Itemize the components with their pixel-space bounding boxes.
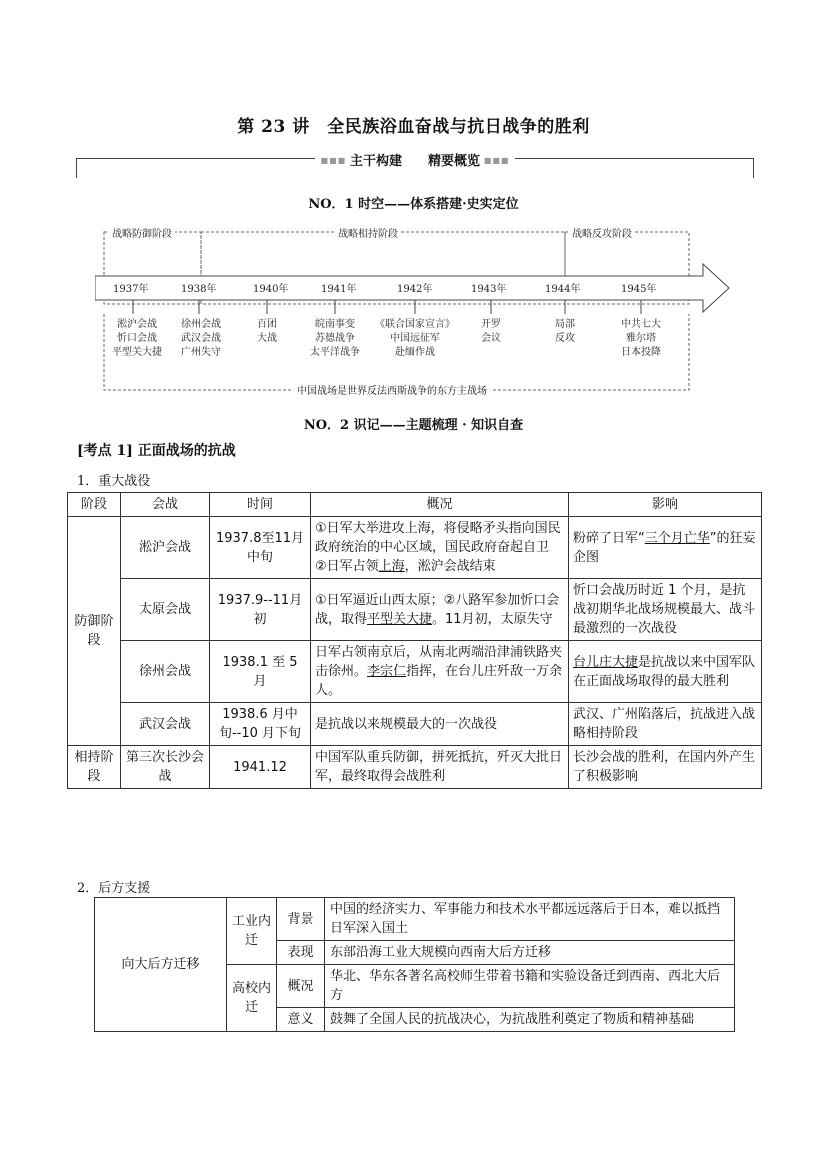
stage-label-stalemate: 战略相持阶段 <box>335 225 401 240</box>
event-group-1943 <box>471 318 511 346</box>
summary-cell: 中国军队重兵防御，拼死抵抗，歼灭大批日军，最终取得会战胜利 <box>311 746 569 789</box>
year-label: 1944年 <box>545 284 581 295</box>
header-cell: 影响 <box>569 493 762 517</box>
event-group-1945 <box>613 318 669 360</box>
event-group-1937 <box>107 318 167 360</box>
battles-table <box>67 492 762 789</box>
content-cell: 鼓舞了全国人民的抗战决心，为抗战胜利奠定了物质和精神基础 <box>325 1008 735 1032</box>
timeline-footer-text: 中国战场是世界反法西斯战争的东方主战场 <box>293 386 491 397</box>
event-item: 反攻 <box>555 333 575 344</box>
group-cell: 工业内迁 <box>227 898 277 965</box>
year-label: 1937年 <box>113 284 149 295</box>
event-item: 中国远征军 <box>390 333 440 344</box>
table-row <box>68 579 762 641</box>
summary-text: 日军占领南京后，从南北两端沿津浦铁路夹击徐州。 <box>315 645 563 679</box>
rear-support-table <box>94 897 735 1032</box>
battle-cell: 淞沪会战 <box>121 517 210 579</box>
battle-cell: 武汉会战 <box>121 703 210 746</box>
event-item: 开罗 <box>481 319 501 330</box>
event-item: 淞沪会战 <box>117 319 157 330</box>
event-item: 雅尔塔 <box>626 333 656 344</box>
page-title: 第 23 讲 全民族浴血奋战与抗日战争的胜利 <box>237 117 590 137</box>
summary-cell <box>311 517 569 579</box>
year-label: 1941年 <box>321 284 357 295</box>
table-row <box>68 746 762 789</box>
stage-cell: 防御阶段 <box>68 517 121 746</box>
impact-text: 是抗战以来中国军队在正面战场取得的最大胜利 <box>573 654 756 689</box>
event-group-1938 <box>171 318 231 360</box>
table-row <box>68 641 762 703</box>
year-label: 1945年 <box>621 284 657 295</box>
banner-text: 主干构建 精要概览 <box>349 154 480 169</box>
header-cell: 概况 <box>311 493 569 517</box>
battle-cell: 第三次长沙会战 <box>121 746 210 789</box>
timeline-diagram <box>95 222 735 402</box>
event-item: 忻口会战 <box>117 333 157 344</box>
summary-text: 。11月初，太原失守 <box>432 611 553 627</box>
event-item: 大战 <box>257 333 277 344</box>
time-cell: 1938.1 至 5 月 <box>210 641 311 703</box>
event-group-1944 <box>545 318 585 346</box>
time-cell: 1941.12 <box>210 746 311 789</box>
summary-text: ，淞沪会战结束 <box>404 559 496 574</box>
impact-text: 粉碎了日军“ <box>573 530 645 546</box>
summary-text: ①日军大举进攻上海，将侵略矛头指向国民政府统治的中心区域，国民政府奋起自卫 ②日军占领 <box>315 521 561 574</box>
subheading-rear-support: 2．后方支援 <box>77 881 151 896</box>
event-item: 赴缅作战 <box>395 347 435 358</box>
summary-text: ①日军逼近山西太原；②八路军参加忻口会战，取得 <box>315 592 560 627</box>
content-cell: 华北、华东各著名高校师生带着书籍和实验设备迁到西南、西北大后方 <box>325 965 735 1008</box>
summary-keyword: 平型关大捷 <box>367 611 433 627</box>
stage-label-defense: 战略防御阶段 <box>109 225 175 240</box>
time-cell: 1938.6 月中旬--10 月下旬 <box>210 703 311 746</box>
stage-cell: 相持阶段 <box>68 746 121 789</box>
summary-cell: 是抗战以来规模最大的一次战役 <box>311 703 569 746</box>
impact-keyword: 台儿庄大捷 <box>573 654 639 670</box>
label-cell: 背景 <box>277 898 325 941</box>
label-cell: 表现 <box>277 941 325 965</box>
impact-text: ”的狂妄企图 <box>573 530 756 565</box>
battle-cell: 太原会战 <box>121 579 210 641</box>
label-cell: 概况 <box>277 965 325 1008</box>
content-cell: 中国的经济实力、军事能力和技术水平都远远落后于日本，难以抵挡日军深入国土 <box>325 898 735 941</box>
subheading-major-battles: 1．重大战役 <box>77 474 151 489</box>
event-item: 武汉会战 <box>181 333 221 344</box>
table-header-row <box>68 493 762 517</box>
impact-keyword: 三个月亡华 <box>644 530 710 546</box>
event-item: 会议 <box>481 333 501 344</box>
year-label: 1943年 <box>471 284 507 295</box>
summary-cell <box>311 641 569 703</box>
time-cell: 1937.8至11月中旬 <box>210 517 311 579</box>
main-category-cell: 向大后方迁移 <box>95 898 227 1032</box>
group-cell: 高校内迁 <box>227 965 277 1032</box>
event-item: 苏德战争 <box>315 333 355 344</box>
stage-label-offensive: 战略反攻阶段 <box>569 225 635 240</box>
kaodian-heading: [考点 1] 正面战场的抗战 <box>77 443 236 459</box>
year-label: 1942年 <box>397 284 433 295</box>
event-item: 广州失守 <box>181 347 221 358</box>
summary-keyword: 上海 <box>378 559 405 574</box>
summary-text: 指挥，在台儿庄歼敌一万余人。 <box>315 664 563 698</box>
header-cell: 会战 <box>121 493 210 517</box>
impact-cell <box>569 641 762 703</box>
event-item: 百团 <box>257 319 277 330</box>
header-cell: 时间 <box>210 493 311 517</box>
event-group-1940 <box>247 318 287 346</box>
event-item: 局部 <box>555 319 575 330</box>
header-cell: 阶段 <box>68 493 121 517</box>
table-row <box>95 898 735 941</box>
event-item: 平型关大捷 <box>112 347 162 358</box>
impact-cell: 武汉、广州陷落后，抗战进入战略相持阶段 <box>569 703 762 746</box>
table-row <box>68 517 762 579</box>
event-item: 中共七大 <box>621 319 661 330</box>
timeline-footer <box>95 382 689 397</box>
event-group-1942 <box>367 318 463 360</box>
event-item: 徐州会战 <box>181 319 221 330</box>
year-ticks <box>133 300 641 314</box>
battle-cell: 徐州会战 <box>121 641 210 703</box>
section-no2-heading: NO．2 识记——主题梳理 · 知识自查 <box>303 418 524 433</box>
event-item: 《联合国家宣言》 <box>375 319 455 330</box>
impact-cell: 忻口会战历时近 1 个月，是抗战初期华北战场规模最大、战斗最激烈的一次战役 <box>569 579 762 641</box>
event-item: 太平洋战争 <box>310 347 360 358</box>
year-label: 1940年 <box>253 284 289 295</box>
section-no1-heading: NO．1 时空——体系搭建·史实定位 <box>308 197 519 212</box>
time-cell: 1937.9--11月初 <box>210 579 311 641</box>
section-banner: ■■■ 主干构建 精要概览 ■■■ <box>76 150 754 180</box>
year-label: 1938年 <box>181 284 217 295</box>
impact-cell <box>569 517 762 579</box>
table-row <box>68 703 762 746</box>
summary-cell <box>311 579 569 641</box>
event-group-1941 <box>305 318 365 360</box>
content-cell: 东部沿海工业大规模向西南大后方迁移 <box>325 941 735 965</box>
event-item: 日本投降 <box>621 347 661 358</box>
impact-cell: 长沙会战的胜利，在国内外产生了积极影响 <box>569 746 762 789</box>
label-cell: 意义 <box>277 1008 325 1032</box>
timeline-graphics <box>95 222 735 402</box>
event-item: 皖南事变 <box>315 319 355 330</box>
summary-keyword: 李宗仁 <box>367 664 407 679</box>
